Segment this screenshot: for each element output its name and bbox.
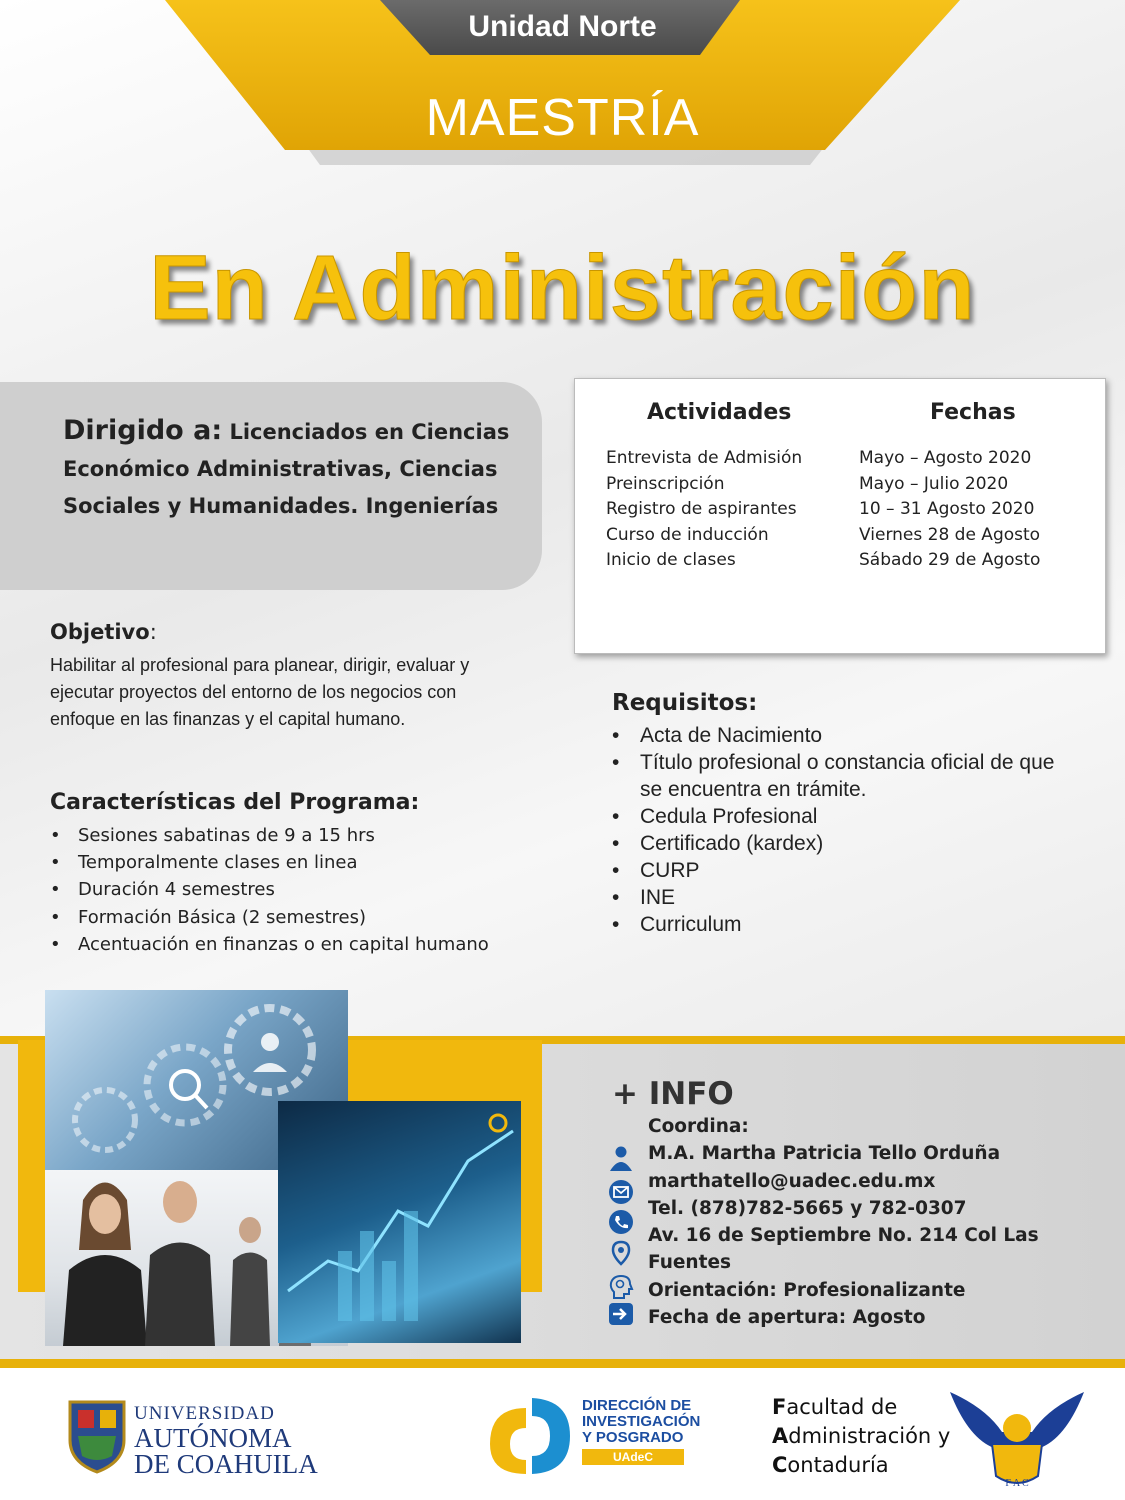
list-item: • Acta de Nacimiento [612,722,1072,749]
contact-phone[interactable]: Tel. (878)782-5665 y 782-0307 [648,1197,967,1219]
fac-initial: C [772,1453,788,1477]
objetivo-heading [50,620,157,644]
caracteristicas-heading: Características del Programa: [50,790,420,815]
enter-arrow-icon [608,1302,634,1328]
uadec-line: DE COAHUILA [134,1449,318,1479]
activities-header: Actividades [647,400,792,425]
footer-gold-divider [0,1359,1125,1368]
orientacion-text: Orientación: Profesionalizante [648,1279,966,1301]
info-title: + INFO [612,1076,734,1112]
list-item: • Certificado (kardex) [612,830,1072,857]
list-item: • Temporalmente clases en linea [50,849,570,876]
dates-header: Fechas [930,400,1016,425]
dip-line: Y POSGRADO [582,1429,684,1446]
person-icon [608,1145,634,1171]
list-item: • Sesiones sabatinas de 9 a 15 hrs [50,822,570,849]
compass-head-icon [608,1274,634,1300]
list-item: • Acentuación en finanzas o en capital humano [50,931,570,958]
coordina-label: Coordina: [648,1116,749,1137]
fac-rest: dministración y [788,1424,951,1448]
apertura-text: Fecha de apertura: Agosto [648,1307,926,1329]
date-item: Mayo – Julio 2020 [859,473,1009,494]
date-item: Viernes 28 de Agosto [859,524,1041,545]
fac-seal-text: F A C [1005,1478,1029,1489]
coordinator-name: M.A. Martha Patricia Tello Orduña [648,1143,1001,1165]
dip-tag: UAdeC [582,1449,684,1465]
list-item: • Curriculum [612,911,1072,938]
program-label: MAESTRÍA [425,89,700,147]
date-item: Mayo – Agosto 2020 [859,448,1032,468]
dates-column [859,446,1040,574]
fac-rest: ontaduría [787,1453,889,1477]
dip-line: INVESTIGACIÓN [582,1413,701,1430]
objetivo-colon: : [149,620,157,644]
contact-address: Av. 16 de Septiembre No. 214 Col Las Fuentes [648,1225,1039,1274]
dirigido-label: Dirigido a: [63,415,223,446]
fac-rest: acultad de [786,1395,898,1419]
uadec-line: UNIVERSIDAD [134,1403,275,1424]
caracteristicas-list [50,822,570,958]
uadec-line: AUTÓNOMA [134,1423,292,1453]
activity-item: Inicio de clases [606,550,736,570]
activities-column [606,446,802,574]
dirigido-audience: Licenciados en Ciencias Económico Administrativas, Ciencias Sociales y Humanidades. Ingenierías [63,420,510,518]
activity-item: Curso de inducción [606,524,769,545]
activity-item: Preinscripción [606,473,725,494]
dip-line: DIRECCIÓN DE [582,1397,692,1414]
fac-initial: A [772,1424,789,1448]
list-item: • CURP [612,857,1072,884]
finance-chart-photo [278,1101,521,1343]
contact-email[interactable]: marthatello@uadec.edu.mx [648,1170,936,1192]
activity-item: Registro de aspirantes [606,499,797,519]
requisitos-list [612,722,1072,938]
date-item: 10 – 31 Agosto 2020 [859,499,1035,519]
uadec-shield-logo [66,1396,128,1474]
info-details [648,1113,1108,1331]
location-pin-icon [608,1240,634,1266]
list-item: • Formación Básica (2 semestres) [50,904,570,931]
fac-initial: F [772,1395,787,1419]
phone-icon[interactable] [608,1209,634,1235]
fac-eagle-seal [946,1378,1088,1494]
activity-item: Entrevista de Admisión [606,448,803,468]
dirigido-text [63,412,523,525]
list-item: • INE [612,884,1072,911]
list-item: • Título profesional o constancia oficial de que se encuentra en trámite. [612,749,1072,803]
list-item: • Duración 4 semestres [50,876,570,903]
objetivo-label: Objetivo [50,620,150,644]
list-item: • Cedula Profesional [612,803,1072,830]
facultad-name [772,1393,950,1480]
requisitos-heading: Requisitos: [612,690,758,716]
page-title: En Administración [149,237,976,339]
objetivo-text: Habilitar al profesional para planear, dirigir, evaluar y ejecutar proyectos del entorno de los negocios con enfoque en las finanzas y el capital humano. [50,655,470,729]
dip-logo-mark [480,1394,576,1476]
dip-wordmark [582,1398,700,1465]
email-icon[interactable] [608,1179,634,1205]
uadec-wordmark [134,1403,318,1477]
unit-label: Unidad Norte [468,10,657,43]
date-item: Sábado 29 de Agosto [859,550,1041,570]
